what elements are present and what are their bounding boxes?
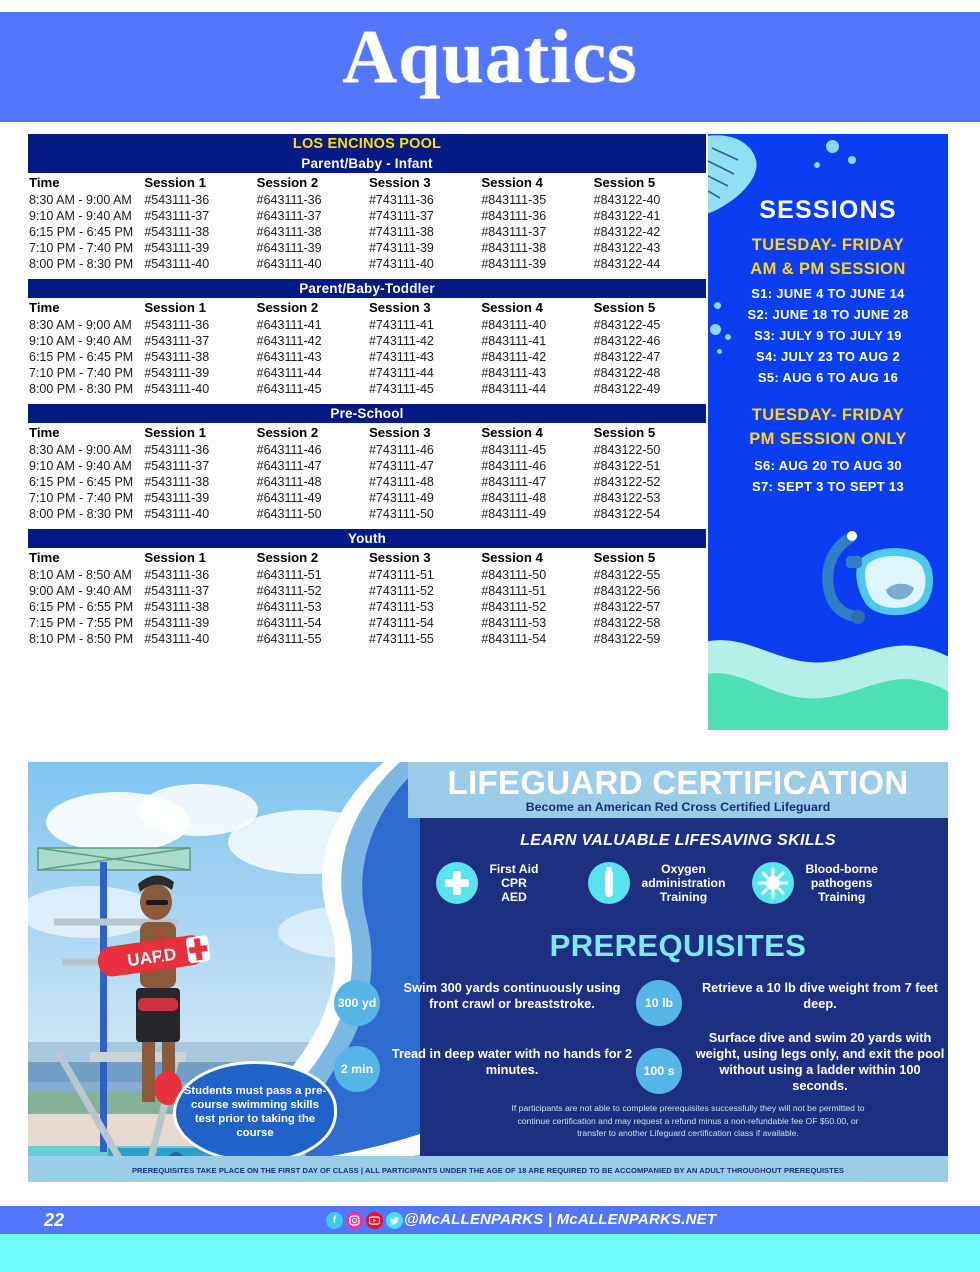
skills-title: LEARN VALUABLE LIFESAVING SKILLS (520, 832, 836, 849)
schedule-column-header: Session 1 (144, 300, 206, 315)
schedule-code-cell: #643111-54 (256, 616, 322, 630)
session-item-s6: S6: AUG 20 TO AUG 30 (754, 458, 902, 473)
schedule-time-cell: 7:15 PM - 7:55 PM (29, 616, 134, 630)
skill-pathogens-label: Blood-borne pathogens Training (805, 862, 878, 904)
schedule-code-cell: #543111-37 (144, 459, 210, 473)
table-row (28, 365, 706, 381)
sessions-block1-type: AM & PM SESSION (750, 260, 906, 278)
table-row (28, 506, 706, 522)
table-row (28, 631, 706, 647)
schedule-code-cell: #743111-38 (368, 225, 434, 239)
sessions-block2-type: PM SESSION ONLY (749, 430, 907, 448)
bottom-cyan-strip (0, 1234, 980, 1272)
schedule-code-cell: #643111-47 (256, 459, 322, 473)
schedule-code-cell: #543111-39 (144, 491, 210, 505)
schedule-code-cell: #843122-59 (593, 632, 661, 646)
schedule-column-header: Session 3 (368, 550, 431, 565)
schedule-time-cell: 8:30 AM - 9:00 AM (29, 318, 132, 332)
schedule-group-gap (28, 397, 706, 404)
schedule-code-cell: #543111-36 (144, 443, 210, 457)
schedule-code-cell: #643111-51 (256, 568, 322, 582)
schedule-column-header: Session 4 (481, 425, 543, 440)
schedule-code-cell: #843122-46 (593, 334, 661, 348)
schedule-column-header: Session 4 (481, 175, 543, 190)
schedule-column-header: Session 1 (144, 175, 206, 190)
schedule-code-cell: #643111-39 (256, 241, 322, 255)
schedule-code-cell: #843111-43 (481, 366, 547, 380)
schedule-time-cell: 7:10 PM - 7:40 PM (29, 366, 134, 380)
schedule-time-cell: 6:15 PM - 6:45 PM (29, 225, 134, 239)
schedule-code-cell: #743111-52 (368, 584, 434, 598)
schedule-column-header: Session 5 (593, 425, 656, 440)
sessions-panel (708, 134, 948, 730)
schedule-code-cell: #543111-38 (144, 350, 210, 364)
schedule-code-cell: #743111-54 (368, 616, 434, 630)
schedule-column-header: Session 2 (256, 175, 319, 190)
page-number: 22 (44, 1210, 65, 1230)
schedule-code-cell: #543111-36 (144, 318, 210, 332)
oxygen-tank-icon (588, 862, 630, 904)
schedule-code-cell: #543111-39 (144, 366, 210, 380)
schedule-code-cell: #843122-49 (593, 382, 661, 396)
schedule-time-cell: 8:10 PM - 8:50 PM (29, 632, 134, 646)
schedule-code-cell: #543111-40 (144, 382, 210, 396)
schedule-group-header: Parent/Baby-Toddler (28, 279, 706, 298)
schedule-code-cell: #643111-44 (256, 366, 322, 380)
schedule-time-cell: 7:10 PM - 7:40 PM (29, 491, 134, 505)
schedule-column-header: Time (29, 175, 60, 190)
table-row (28, 615, 706, 631)
facebook-icon[interactable]: f (326, 1212, 343, 1229)
schedule-code-cell: #743111-49 (368, 491, 434, 505)
schedule-group-header: Youth (28, 529, 706, 548)
table-row (28, 256, 706, 272)
schedule-code-cell: #543111-36 (144, 193, 210, 207)
sessions-block2-days: TUESDAY- FRIDAY (751, 406, 905, 424)
skill-first-aid (436, 862, 538, 904)
prerequisite-text-100s: Surface dive and swim 20 yards with weight, using legs only, and exit the pool without using a ladder within 100 seconds. (695, 1030, 945, 1093)
schedule-code-cell: #843122-50 (593, 443, 661, 457)
schedule-code-cell: #643111-46 (256, 443, 322, 457)
schedule-code-cell: #543111-40 (144, 507, 210, 521)
schedule-code-cell: #843122-55 (593, 568, 661, 582)
sessions-block1-days: TUESDAY- FRIDAY (751, 236, 905, 254)
page-title: Aquatics (342, 15, 638, 99)
schedule-table (28, 173, 706, 272)
schedule-code-cell: #843111-40 (481, 318, 547, 332)
prerequisite-text-300yd: Swim 300 yards continuously using front crawl or breaststroke. (403, 980, 621, 1011)
table-row (28, 474, 706, 490)
schedule-code-cell: #843111-50 (481, 568, 547, 582)
schedule-code-cell: #843111-38 (481, 241, 547, 255)
prerequisite-text-2min: Tread in deep water with no hands for 2 minutes. (391, 1046, 633, 1077)
schedule-time-cell: 7:10 PM - 7:40 PM (29, 241, 134, 255)
schedule-time-cell: 9:00 AM - 9:40 AM (29, 584, 132, 598)
schedule-code-cell: #843111-44 (481, 382, 547, 396)
table-row (28, 192, 706, 208)
session-item-s7: S7: SEPT 3 TO SEPT 13 (751, 479, 904, 494)
schedule-time-cell: 6:15 PM - 6:55 PM (29, 600, 134, 614)
schedule-column-header: Session 3 (368, 425, 431, 440)
schedule-code-cell: #643111-55 (256, 632, 322, 646)
schedule-column-header: Session 1 (144, 425, 206, 440)
schedule-code-cell: #543111-38 (144, 475, 210, 489)
schedule-time-cell: 8:30 AM - 9:00 AM (29, 443, 132, 457)
lifeguard-certification-card (28, 762, 948, 1182)
schedule-code-cell: #743111-42 (368, 334, 434, 348)
schedule-time-cell: 8:10 AM - 8:50 AM (29, 568, 132, 582)
schedule-code-cell: #843122-53 (593, 491, 661, 505)
svg-text:UARD: UARD (126, 944, 178, 971)
schedule-code-cell: #543111-39 (144, 241, 210, 255)
schedule-code-cell: #843111-36 (481, 209, 547, 223)
schedule-column-header: Session 5 (593, 300, 656, 315)
prerequisite-badge-10lb: 10 lb (636, 980, 682, 1026)
prerequisite-badge-300yd: 300 yd (334, 980, 380, 1026)
schedule-group-header: Parent/Baby - Infant (28, 154, 706, 173)
schedule-table (28, 423, 706, 522)
prerequisite-badge-2min: 2 min (334, 1046, 380, 1092)
schedule-code-cell: #743111-45 (368, 382, 434, 396)
schedule-column-header: Session 5 (593, 550, 656, 565)
schedule-code-cell: #843122-45 (593, 318, 661, 332)
table-row (28, 567, 706, 583)
schedule-code-cell: #743111-55 (368, 632, 434, 646)
schedule-code-cell: #843111-46 (481, 459, 547, 473)
pathogen-icon (752, 862, 794, 904)
schedule-column-header: Time (29, 550, 60, 565)
schedule-code-cell: #743111-48 (368, 475, 434, 489)
session-item-s5: S5: AUG 6 TO AUG 16 (757, 370, 899, 385)
schedule-code-cell: #743111-40 (368, 257, 434, 271)
schedule-code-cell: #743111-46 (368, 443, 434, 457)
schedule-code-cell: #843122-42 (593, 225, 661, 239)
schedule-code-cell: #743111-36 (368, 193, 434, 207)
schedule-code-cell: #843111-48 (481, 491, 547, 505)
schedule-code-cell: #743111-50 (368, 507, 434, 521)
session-item-s4: S4: JULY 23 TO AUG 2 (755, 349, 900, 364)
schedule-code-cell: #843111-35 (481, 193, 547, 207)
prerequisite-text-10lb: Retrieve a 10 lb dive weight from 7 feet deep. (701, 980, 939, 1011)
instagram-icon[interactable] (346, 1212, 363, 1229)
schedule-table (28, 548, 706, 647)
schedule-code-cell: #843111-37 (481, 225, 547, 239)
table-row (28, 224, 706, 240)
pool-name-header: LOS ENCINOS POOL (28, 134, 706, 154)
schedule-code-cell: #843122-51 (593, 459, 661, 473)
schedule-code-cell: #743111-51 (368, 568, 434, 582)
schedule-code-cell: #543111-36 (144, 568, 210, 582)
schedule-time-cell: 8:00 PM - 8:30 PM (29, 382, 134, 396)
schedule-code-cell: #843122-58 (593, 616, 661, 630)
schedule-code-cell: #843122-41 (593, 209, 661, 223)
schedule-time-cell: 6:15 PM - 6:45 PM (29, 350, 134, 364)
schedule-code-cell: #743111-44 (368, 366, 434, 380)
social-links[interactable] (326, 1212, 403, 1229)
schedule-code-cell: #643111-43 (256, 350, 322, 364)
schedule-code-cell: #843122-54 (593, 507, 661, 521)
schedule-column-header: Session 2 (256, 425, 319, 440)
schedule-code-cell: #843122-52 (593, 475, 661, 489)
table-row (28, 240, 706, 256)
schedule-code-cell: #843111-47 (481, 475, 547, 489)
prerequisites-title: PREREQUISITES (549, 928, 807, 963)
schedule-code-cell: #643111-49 (256, 491, 322, 505)
session-item-s1: S1: JUNE 4 TO JUNE 14 (751, 286, 905, 301)
table-row (28, 317, 706, 333)
schedule-code-cell: #843122-44 (593, 257, 661, 271)
schedule-time-cell: 8:00 PM - 8:30 PM (29, 507, 134, 521)
table-row (28, 458, 706, 474)
schedule-column-header: Session 2 (256, 550, 319, 565)
youtube-icon[interactable] (366, 1212, 383, 1229)
schedule-column-header: Session 4 (481, 300, 543, 315)
twitter-icon[interactable] (386, 1212, 403, 1229)
schedule-groups (28, 154, 706, 647)
first-aid-cross-icon (436, 862, 478, 904)
schedule-code-cell: #643111-50 (256, 507, 322, 521)
schedule-group-header: Pre-School (28, 404, 706, 423)
schedule-code-cell: #843111-41 (481, 334, 547, 348)
table-row (28, 583, 706, 599)
schedule-code-cell: #543111-37 (144, 209, 210, 223)
schedule-column-header: Time (29, 425, 60, 440)
bottom-note-text: PREREQUISITES TAKE PLACE ON THE FIRST DAY OF CLASS | ALL PARTICIPANTS UNDER THE AGE OF 18 ARE REQUIRED TO BE ACCOMPANIED BY AN ADULT THROUGHOUT PREREQUISTES (131, 1166, 845, 1175)
prerequisite-disclaimer: If participants are not able to complete prerequisites successfully they will not be permitted to continue certification and may request a refund minus a non-refundable fee OF $50.00, or transfer to another Lifeguard certification class if available. (511, 1103, 865, 1138)
schedule-time-cell: 6:15 PM - 6:45 PM (29, 475, 134, 489)
schedule-code-cell: #743111-39 (368, 241, 434, 255)
table-row (28, 208, 706, 224)
schedule-code-cell: #643111-36 (256, 193, 322, 207)
schedule-code-cell: #743111-41 (368, 318, 434, 332)
schedule-code-cell: #743111-47 (368, 459, 434, 473)
table-row (28, 599, 706, 615)
skill-oxygen (588, 862, 725, 904)
skill-oxygen-label: Oxygen administration Training (641, 862, 726, 904)
schedule-code-cell: #843122-56 (593, 584, 661, 598)
table-row (28, 442, 706, 458)
prerequisite-badge-100s: 100 s (636, 1048, 682, 1094)
schedule-column-header: Session 1 (144, 550, 206, 565)
schedule-column-header: Session 5 (593, 175, 656, 190)
schedule-time-cell: 9:10 AM - 9:40 AM (29, 334, 132, 348)
session-item-s3: S3: JULY 9 TO JULY 19 (754, 328, 902, 343)
schedule-code-cell: #543111-38 (144, 600, 210, 614)
schedule-code-cell: #843122-43 (593, 241, 661, 255)
pool-schedule (28, 134, 706, 730)
schedule-code-cell: #543111-40 (144, 632, 210, 646)
schedule-code-cell: #843122-57 (593, 600, 661, 614)
sessions-title: SESSIONS (759, 196, 897, 224)
schedule-code-cell: #843111-51 (481, 584, 547, 598)
schedule-code-cell: #643111-42 (256, 334, 322, 348)
social-handle[interactable]: @McALLENPARKS | McALLENPARKS.NET (404, 1211, 717, 1228)
schedule-code-cell: #543111-40 (144, 257, 210, 271)
schedule-code-cell: #643111-40 (256, 257, 322, 271)
schedule-code-cell: #843111-53 (481, 616, 547, 630)
schedule-code-cell: #543111-39 (144, 616, 210, 630)
schedule-column-header: Time (29, 300, 60, 315)
schedule-code-cell: #643111-41 (256, 318, 322, 332)
schedule-code-cell: #643111-38 (256, 225, 322, 239)
lifeguard-title: LIFEGUARD CERTIFICATION (447, 764, 909, 801)
schedule-code-cell: #643111-48 (256, 475, 322, 489)
schedule-column-header: Session 3 (368, 175, 431, 190)
schedule-column-header: Session 4 (481, 550, 543, 565)
schedule-code-cell: #843111-54 (481, 632, 547, 646)
wave-decoration (708, 602, 948, 730)
schedule-code-cell: #643111-52 (256, 584, 322, 598)
schedule-group-gap (28, 522, 706, 529)
schedule-code-cell: #843122-48 (593, 366, 661, 380)
schedule-table (28, 298, 706, 397)
schedule-code-cell: #843122-40 (593, 193, 661, 207)
schedule-code-cell: #543111-37 (144, 334, 210, 348)
schedule-code-cell: #643111-37 (256, 209, 322, 223)
table-row (28, 381, 706, 397)
schedule-code-cell: #543111-37 (144, 584, 210, 598)
schedule-code-cell: #843111-49 (481, 507, 547, 521)
schedule-group-gap (28, 272, 706, 279)
schedule-code-cell: #743111-37 (368, 209, 434, 223)
schedule-time-cell: 8:00 PM - 8:30 PM (29, 257, 134, 271)
schedule-code-cell: #843111-52 (481, 600, 547, 614)
session-item-s2: S2: JUNE 18 TO JUNE 28 (747, 307, 909, 322)
schedule-time-cell: 9:10 AM - 9:40 AM (29, 209, 132, 223)
lifeguard-subtitle: Become an American Red Cross Certified Lifeguard (525, 800, 831, 814)
schedule-column-header: Session 2 (256, 300, 319, 315)
schedule-code-cell: #843111-39 (481, 257, 547, 271)
table-row (28, 490, 706, 506)
schedule-code-cell: #743111-43 (368, 350, 434, 364)
pre-course-callout-text: Students must pass a pre-course swimming skills test prior to taking the course (183, 1085, 327, 1139)
swim-fin-icon (708, 134, 930, 250)
table-row (28, 349, 706, 365)
schedule-code-cell: #543111-38 (144, 225, 210, 239)
schedule-code-cell: #843111-42 (481, 350, 547, 364)
schedule-time-cell: 8:30 AM - 9:00 AM (29, 193, 132, 207)
skill-first-aid-label: First Aid CPR AED (489, 862, 539, 904)
skill-pathogens (752, 862, 878, 904)
pre-course-callout (176, 1064, 334, 1160)
schedule-time-cell: 9:10 AM - 9:40 AM (29, 459, 132, 473)
table-row (28, 333, 706, 349)
schedule-code-cell: #743111-53 (368, 600, 434, 614)
schedule-column-header: Session 3 (368, 300, 431, 315)
schedule-code-cell: #643111-53 (256, 600, 322, 614)
schedule-code-cell: #843122-47 (593, 350, 661, 364)
schedule-code-cell: #643111-45 (256, 382, 322, 396)
schedule-code-cell: #843111-45 (481, 443, 547, 457)
